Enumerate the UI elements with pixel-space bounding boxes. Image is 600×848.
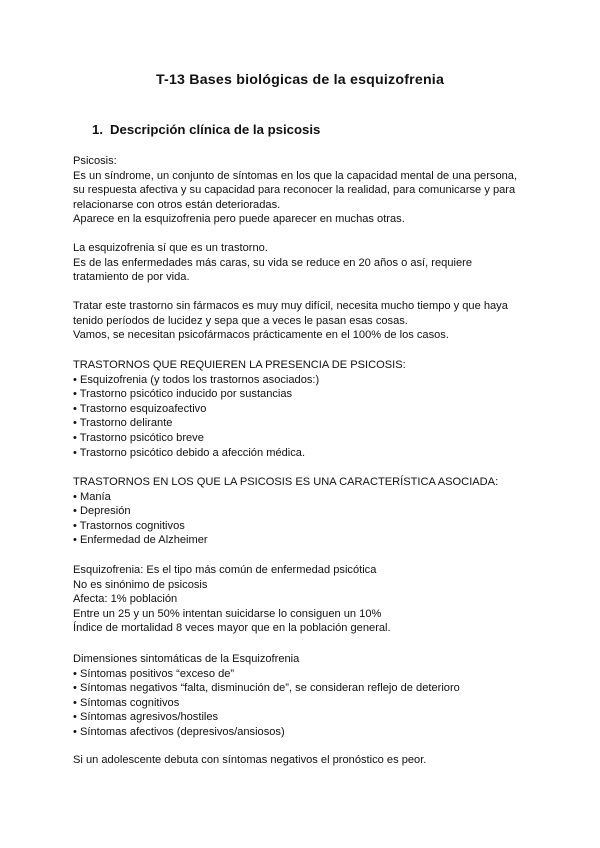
- paragraph-trastorno: [73, 241, 472, 285]
- list-item: • Síntomas cognitivos: [73, 696, 180, 709]
- paragraph-esquizofrenia: [73, 563, 391, 636]
- list-trastornos-asociados: [73, 475, 498, 548]
- list-item: • Trastorno psicótico breve: [73, 431, 204, 444]
- list-heading: TRASTORNOS EN LOS QUE LA PSICOSIS ES UNA CARACTERÍSTICA ASOCIADA:: [73, 476, 499, 488]
- list-item: • Síntomas negativos “falta, disminución de”, se consideran reflejo de deterioro: [73, 682, 460, 695]
- text-line: Es un síndrome, un conjunto de síntomas en los que la capacidad mental de una persona,: [73, 169, 518, 182]
- text-line: Entre un 25 y un 50% intentan suicidarse lo consiguen un 10%: [73, 607, 382, 620]
- paragraph-pronostico: [73, 753, 426, 768]
- text-line: su respuesta afectiva y su capacidad para reconocer la realidad, para comunicarse y para: [73, 184, 516, 197]
- list-dimensiones: [73, 652, 460, 740]
- list-item: • Trastornos cognitivos: [73, 519, 185, 532]
- section-number: 1.: [92, 122, 103, 137]
- paragraph-tratamiento: [73, 299, 508, 343]
- list-heading: TRASTORNOS QUE REQUIEREN LA PRESENCIA DE PSICOSIS:: [73, 359, 406, 371]
- text-line: Esquizofrenia: Es el tipo más común de enfermedad psicótica: [73, 564, 377, 576]
- text-line: Índice de mortalidad 8 veces mayor que en la población general.: [73, 622, 391, 635]
- document-title: T-13 Bases biológicas de la esquizofrenia: [155, 72, 445, 88]
- text-line: tratamiento de por vida.: [73, 271, 190, 284]
- list-item: • Esquizofrenia (y todos los trastornos asociados:): [73, 373, 320, 386]
- list-item: • Trastorno psicótico debido a afección médica.: [73, 446, 306, 459]
- list-item: • Trastorno psicótico inducido por sustancias: [73, 388, 293, 401]
- text-line: Aparece en la esquizofrenia pero puede aparecer en muchas otras.: [73, 213, 405, 226]
- list-item: • Depresión: [73, 505, 131, 518]
- text-line: Vamos, se necesitan psicofármacos prácticamente en el 100% de los casos.: [73, 329, 449, 342]
- list-item: • Manía: [73, 490, 111, 503]
- list-item: • Trastorno esquizoafectivo: [73, 402, 207, 415]
- list-item: • Trastorno delirante: [73, 417, 173, 430]
- list-heading: Dimensiones sintomáticas de la Esquizofrenia: [73, 653, 300, 665]
- text-line: Afecta: 1% población: [73, 593, 178, 606]
- text-line: Psicosis:: [73, 155, 117, 167]
- text-line: Tratar este trastorno sin fármacos es muy muy difícil, necesita mucho tiempo y que haya: [73, 300, 508, 312]
- text-line: tenido períodos de lucidez y sepa que a veces le pasan esas cosas.: [73, 314, 408, 327]
- text-line: No es sinónimo de psicosis: [73, 578, 208, 591]
- section-heading-text: Descripción clínica de la psicosis: [110, 122, 321, 137]
- text-line: relacionarse con otros están deterioradas.: [73, 198, 281, 211]
- paragraph-psicosis: [73, 154, 517, 227]
- list-item: • Síntomas agresivos/hostiles: [73, 711, 219, 724]
- text-line: Es de las enfermedades más caras, su vida se reduce en 20 años o así, requiere: [73, 256, 472, 269]
- list-trastornos-psicosis: [73, 358, 406, 460]
- text-line: Si un adolescente debuta con síntomas negativos el pronóstico es peor.: [73, 754, 427, 766]
- section-heading: [92, 122, 320, 137]
- list-item: • Enfermedad de Alzheimer: [73, 534, 208, 547]
- list-item: • Síntomas afectivos (depresivos/ansiosos): [73, 725, 285, 738]
- list-item: • Síntomas positivos “exceso de”: [73, 667, 235, 680]
- text-line: La esquizofrenia sí que es un trastorno.: [73, 242, 268, 254]
